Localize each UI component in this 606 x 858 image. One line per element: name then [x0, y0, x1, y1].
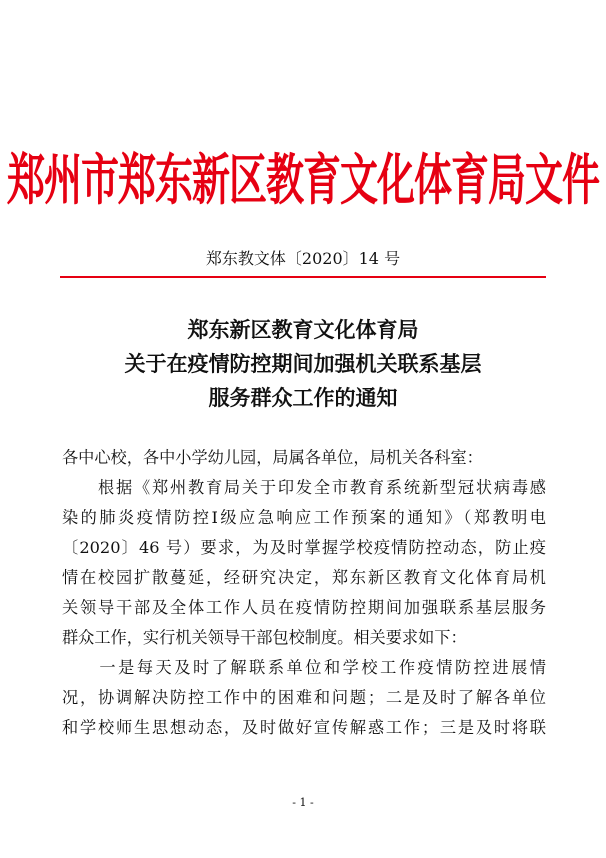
- document-number: 郑东教文体〔2020〕14 号: [205, 249, 401, 268]
- notice-body: [62, 443, 546, 743]
- notice-title: [0, 313, 606, 415]
- notice-title-line: 服务群众工作的通知: [208, 385, 398, 410]
- body-line: 关领导干部及全体工作人员在疫情防控期间加强联系基层服务: [62, 598, 546, 617]
- body-line: 根据《郑州教育局关于印发全市教育系统新型冠状病毒感: [62, 478, 546, 497]
- body-line: 染的肺炎疫情防控Ⅰ级应急响应工作预案的通知》（郑教明电: [62, 508, 546, 527]
- page-number: - 1 -: [292, 796, 314, 809]
- document-header-title: 郑州市郑东新区教育文化体育局文件: [6, 146, 599, 212]
- body-line: 〔2020〕46 号）要求，为及时掌握学校疫情防控动态，防止疫: [62, 538, 546, 557]
- body-line: 和学校师生思想动态，及时做好宣传解惑工作；三是及时将联: [62, 718, 546, 737]
- salutation-line: 各中心校，各中小学幼儿园，局属各单位，局机关各科室：: [62, 448, 483, 467]
- notice-title-line: 关于在疫情防控期间加强机关联系基层: [124, 351, 482, 376]
- body-line: 群众工作，实行机关领导干部包校制度。相关要求如下：: [62, 628, 467, 647]
- body-line: 一是每天及时了解联系单位和学校工作疫情防控进展情: [62, 658, 546, 677]
- red-divider-line: [60, 276, 546, 278]
- body-line: 况，协调解决防控工作中的困难和问题；二是及时了解各单位: [62, 688, 546, 707]
- notice-title-line: 郑东新区教育文化体育局: [187, 317, 419, 342]
- body-line: 情在校园扩散蔓延，经研究决定，郑东新区教育文化体育局机: [62, 568, 546, 587]
